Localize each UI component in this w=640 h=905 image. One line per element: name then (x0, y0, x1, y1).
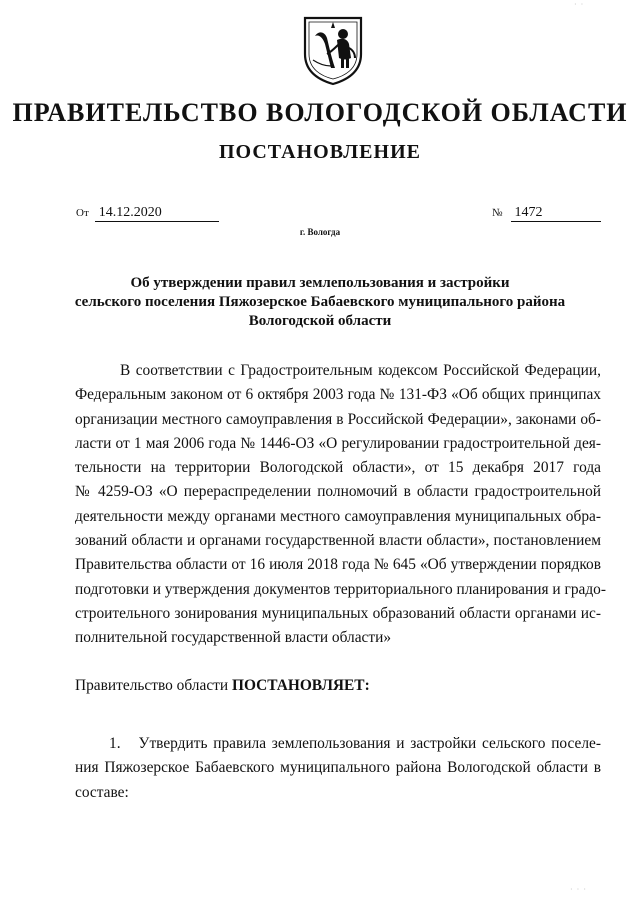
subject-line: Об утверждении правил землепользования и застройки (130, 275, 510, 291)
number-label: № (492, 207, 503, 219)
document-number-field (492, 205, 601, 222)
text-line: зований области и органами государственной власти области», постановлением (75, 532, 601, 550)
subject-line: Вологодской области (248, 313, 392, 329)
text-line: В соответствии с Градостроительным кодексом Российской Федерации, (120, 362, 601, 379)
item-text: Утвердить правила землепользования и застройки сельского поселе- (138, 735, 601, 752)
document-subject (60, 274, 580, 331)
item-number: 1. (109, 735, 121, 752)
coat-of-arms-emblem (301, 14, 365, 86)
text-line: ласти от 1 мая 2006 года № 1446-ОЗ «О регулировании градостроительной дея- (75, 434, 601, 452)
text-line: Правительства области от 16 июля 2018 года № 645 «Об утверждении порядков (75, 556, 601, 574)
document-date-field (76, 205, 219, 222)
scan-mark: · · (574, 0, 585, 9)
text-line: подготовки и утверждения документов территориального планирования и градо- (75, 580, 606, 598)
text-line: полнительной государственной власти области» (75, 629, 392, 647)
decree-word: ПОСТАНОВЛЯЕТ: (231, 677, 370, 694)
text-line: строительного зонирования муниципальных образований области органами ис- (75, 604, 601, 622)
organization-title: ПРАВИТЕЛЬСТВО ВОЛОГОДСКОЙ ОБЛАСТИ (12, 98, 628, 127)
subject-line: сельского поселения Пяжозерское Бабаевского муниципального района (74, 294, 566, 310)
decree-line (75, 677, 370, 695)
document-type: ПОСТАНОВЛЕНИЕ (219, 141, 421, 163)
text-line: № 4259-ОЗ «О перераспределении полномочий в области градостроительной (75, 483, 601, 501)
document-date: 14.12.2020 (95, 205, 219, 222)
text-line: тельности на территории Вологодской области», от 15 декабря 2017 года (75, 459, 601, 477)
scan-mark: · · · (570, 885, 587, 894)
text-line: ния Пяжозерское Бабаевского муниципального района Вологодской области в (75, 759, 601, 777)
date-label: От (76, 207, 89, 219)
item-1-paragraph (75, 732, 601, 805)
issue-city: г. Вологда (299, 227, 341, 237)
decree-prefix: Правительство области (75, 677, 229, 694)
text-line: деятельности между органами местного самоуправления муниципальных обра- (75, 507, 601, 525)
text-line: составе: (75, 783, 129, 801)
text-line: организации местного самоуправления в Российской Федерации», законами об- (75, 410, 601, 428)
text-line (75, 732, 601, 756)
document-number: 1472 (511, 205, 601, 222)
preamble-paragraph (75, 359, 606, 651)
text-line: Федеральным законом от 6 октября 2003 года № 131-ФЗ «Об общих принципах (75, 386, 601, 404)
